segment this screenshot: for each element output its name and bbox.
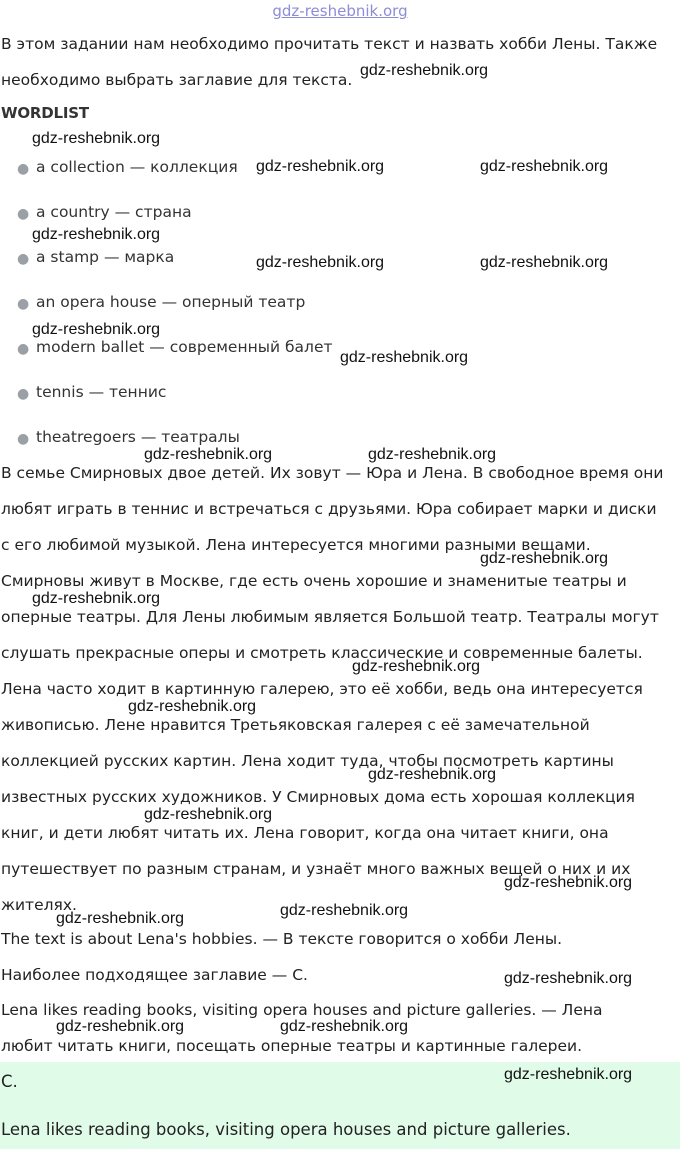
bullet-icon: ●: [17, 251, 30, 267]
text-line: книг, и дети любят читать их. Лена говорит, когда она читает книги, она: [1, 824, 609, 842]
intro-line-1: В этом задании нам необходимо прочитать текст и назвать хобби Лены. Также: [1, 35, 658, 53]
watermark: gdz-reshebnik.org: [32, 321, 161, 338]
text-line: коллекцией русских картин. Лена ходит туда, чтобы посмотреть картины: [1, 752, 614, 770]
watermark: gdz-reshebnik.org: [480, 254, 609, 271]
watermark: gdz-reshebnik.org: [352, 658, 481, 675]
site-link[interactable]: gdz-reshebnik.org: [272, 2, 408, 20]
text-line: любит читать книги, посещать оперные театры и картинные галереи.: [1, 1037, 583, 1055]
bullet-icon: ●: [17, 341, 30, 357]
watermark: gdz-reshebnik.org: [56, 910, 185, 927]
text-line: The text is about Lena's hobbies. — В тексте говорится о хобби Лены.: [1, 930, 563, 948]
watermark: gdz-reshebnik.org: [32, 130, 161, 147]
watermark: gdz-reshebnik.org: [32, 226, 161, 243]
text-line: с его любимой музыкой. Лена интересуется многими разными вещами.: [1, 536, 591, 554]
watermark: gdz-reshebnik.org: [128, 698, 257, 715]
text-line: известных русских художников. У Смирновых дома есть хорошая коллекция: [1, 788, 635, 806]
bullet-icon: ●: [17, 206, 30, 222]
answer-letter: C.: [1, 1072, 18, 1091]
watermark: gdz-reshebnik.org: [360, 62, 489, 79]
answer-text: Lena likes reading books, visiting opera houses and picture galleries.: [1, 1120, 571, 1139]
list-item: an opera house — оперный театр: [36, 293, 306, 311]
watermark: gdz-reshebnik.org: [504, 970, 633, 987]
watermark: gdz-reshebnik.org: [256, 254, 385, 271]
bullet-icon: ●: [17, 161, 30, 177]
watermark: gdz-reshebnik.org: [56, 1018, 185, 1035]
bullet-icon: ●: [17, 431, 30, 447]
text-line: любят играть в теннис и встречаться с друзьями. Юра собирает марки и диски: [1, 500, 657, 518]
watermark: gdz-reshebnik.org: [280, 1018, 409, 1035]
text-line: Лена часто ходит в картинную галерею, это её хобби, ведь она интересуется: [1, 680, 643, 698]
text-line: В семье Смирновых двое детей. Их зовут — Юра и Лена. В свободное время они: [1, 464, 664, 482]
bullet-icon: ●: [17, 296, 30, 312]
watermark: gdz-reshebnik.org: [340, 349, 469, 366]
bullet-icon: ●: [17, 386, 30, 402]
list-item: a stamp — марка: [36, 248, 175, 266]
watermark: gdz-reshebnik.org: [368, 766, 497, 783]
text-line: живописью. Лене нравится Третьяковская галерея с её замечательной: [1, 716, 590, 734]
watermark: gdz-reshebnik.org: [368, 446, 497, 463]
text-line: слушать прекрасные оперы и смотреть классические и современные балеты.: [1, 644, 643, 662]
text-line: Lena likes reading books, visiting opera houses and picture galleries. — Лена: [1, 1001, 603, 1019]
watermark: gdz-reshebnik.org: [280, 902, 409, 919]
watermark: gdz-reshebnik.org: [144, 806, 273, 823]
watermark: gdz-reshebnik.org: [144, 446, 273, 463]
watermark: gdz-reshebnik.org: [504, 1066, 633, 1083]
watermark: gdz-reshebnik.org: [32, 590, 161, 607]
list-item: theatregoers — театралы: [36, 428, 240, 446]
text-line: оперные театры. Для Лены любимым является Большой театр. Театралы могут: [1, 608, 659, 626]
text-line: Смирновы живут в Москве, где есть очень хорошие и знаменитые театры и: [1, 572, 627, 590]
text-line: путешествует по разным странам, и узнаёт много важных вещей о них и их: [1, 860, 631, 878]
list-item: modern ballet — современный балет: [36, 338, 333, 356]
watermark: gdz-reshebnik.org: [480, 550, 609, 567]
intro-line-2: необходимо выбрать заглавие для текста.: [1, 71, 353, 89]
watermark: gdz-reshebnik.org: [504, 874, 633, 891]
watermark: gdz-reshebnik.org: [256, 158, 385, 175]
list-item: tennis — теннис: [36, 383, 167, 401]
text-line: жителях.: [1, 896, 77, 914]
text-line: Наиболее подходящее заглавие — С.: [1, 966, 308, 984]
watermark: gdz-reshebnik.org: [480, 158, 609, 175]
list-item: a collection — коллекция: [36, 158, 238, 176]
list-item: a country — страна: [36, 203, 192, 221]
wordlist-title: WORDLIST: [1, 104, 89, 122]
